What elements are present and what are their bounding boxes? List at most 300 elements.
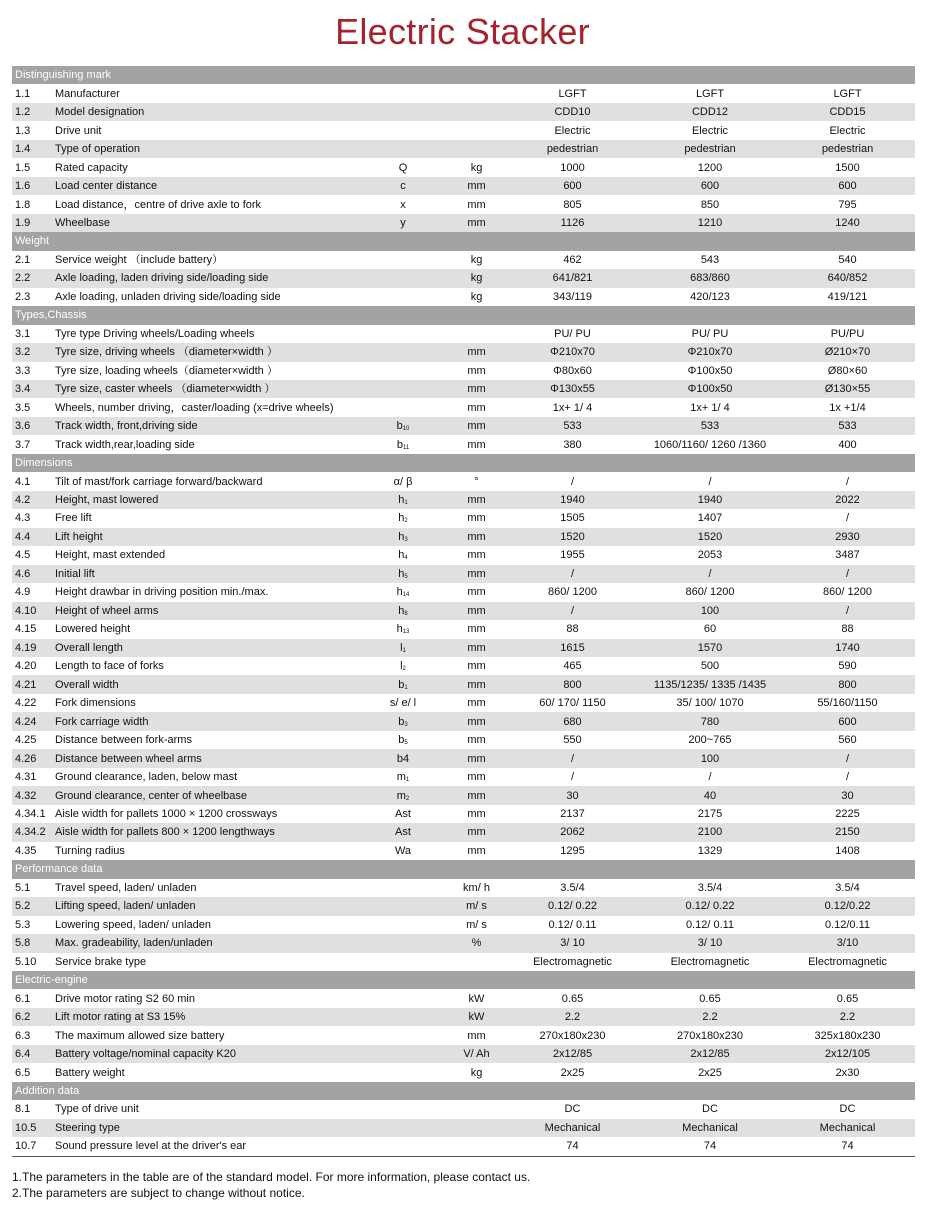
row-number: 6.1: [15, 992, 31, 1005]
unit: mm: [448, 749, 505, 767]
row-number: 6.5: [15, 1066, 31, 1079]
symbol: h: [398, 530, 405, 543]
symbol-cell: [358, 1008, 448, 1026]
unit: mm: [467, 1029, 486, 1042]
symbol: m: [396, 771, 406, 784]
parameter-label: Height, mast lowered: [53, 491, 358, 509]
section-title: Types,Chassis: [12, 306, 915, 324]
table-row: [12, 546, 915, 564]
parameter-label: Wheelbase: [53, 214, 358, 232]
parameter-label: Tyre size, caster wheels （diameter×width ）: [53, 380, 358, 398]
row-number: 10.7: [12, 1137, 53, 1156]
table-row: [12, 786, 915, 804]
table-row: [12, 934, 915, 952]
value-cdd15: 3/10: [780, 934, 915, 952]
parameter-label: Travel speed, laden/ unladen: [55, 881, 197, 894]
value-cdd10: 465: [563, 660, 582, 673]
parameter-label: Fork carriage width: [53, 712, 358, 730]
value-cdd12: 600: [640, 177, 780, 195]
parameter-label: Type of drive unit: [55, 1103, 139, 1116]
value-cdd12: Φ100x50: [640, 380, 780, 398]
parameter-label: Manufacturer: [55, 87, 120, 100]
symbol-cell: [358, 1026, 448, 1044]
value-cdd12: 0.12/ 0.22: [640, 897, 780, 915]
unit: kg: [470, 1066, 483, 1079]
symbol: h: [398, 549, 405, 562]
table-row: [12, 398, 915, 416]
value-cdd15: CDD15: [780, 103, 915, 121]
symbol-cell: [358, 1137, 448, 1156]
unit: mm: [467, 660, 486, 673]
value-cdd15: PU/PU: [830, 327, 865, 340]
table-row: [12, 362, 915, 380]
symbol-cell: [358, 546, 448, 564]
symbol-cell: [358, 491, 448, 509]
value-cdd10: PU/ PU: [554, 327, 591, 340]
parameter-label: Lifting speed, laden/ unladen: [53, 897, 358, 915]
value-cdd12: pedestrian: [640, 140, 780, 158]
table-row: [12, 639, 915, 657]
symbol-subscript: 13: [402, 629, 410, 636]
value-cdd15: DC: [839, 1103, 856, 1116]
row-number: 3.2: [12, 343, 53, 361]
parameter-label: Load distance，centre of drive axle to fork: [55, 198, 262, 211]
unit: mm: [467, 844, 486, 857]
symbol-cell: [358, 712, 448, 730]
row-number: 3.7: [15, 438, 31, 451]
value-cdd10: 270x180x230: [539, 1029, 606, 1042]
parameter-label: Load center distance: [53, 177, 358, 195]
value-cdd10: 462: [563, 253, 582, 266]
parameter-label: Initial lift: [53, 565, 358, 583]
section-title: Weight: [12, 232, 915, 250]
parameter-label: Lowered height: [55, 623, 131, 636]
value-cdd10: 0.65: [561, 992, 584, 1005]
symbol: l: [400, 641, 403, 654]
value-cdd10: 0.12/ 0.11: [548, 918, 597, 931]
table-row: [12, 1137, 915, 1156]
unit: kg: [470, 290, 483, 303]
table-row: [12, 288, 915, 306]
value-cdd15: 2x30: [835, 1066, 860, 1079]
symbol-cell: [358, 195, 448, 213]
value-cdd12: 683/860: [640, 269, 780, 287]
symbol-subscript: 1: [404, 500, 408, 507]
row-number: 5.3: [15, 918, 31, 931]
parameter-label: Fork dimensions: [55, 697, 136, 710]
unit: [448, 140, 505, 158]
symbol-cell: [358, 823, 448, 841]
value-cdd15: 795: [838, 198, 857, 211]
row-number: 4.21: [12, 675, 53, 693]
value-cdd15: Ø80×60: [827, 364, 868, 377]
symbol-cell: [358, 84, 448, 102]
value-cdd12: 3/ 10: [640, 934, 780, 952]
unit: kW: [468, 992, 485, 1005]
symbol-cell: [358, 251, 448, 269]
value-cdd15: 1500: [835, 161, 860, 174]
symbol-subscript: 2: [402, 666, 406, 673]
value-cdd10: /: [505, 565, 640, 583]
value-cdd15: 3487: [835, 549, 860, 562]
table-row: [12, 380, 915, 398]
symbol-subscript: 3: [404, 536, 408, 543]
parameter-label: Lift height: [53, 528, 358, 546]
symbol-cell: [358, 103, 448, 121]
value-cdd15: /: [780, 749, 915, 767]
symbol-cell: [358, 879, 448, 897]
value-cdd15: Electromagnetic: [808, 955, 887, 968]
symbol: h: [398, 494, 405, 507]
row-number: 3.5: [15, 401, 31, 414]
parameter-label: Steering type: [53, 1119, 358, 1137]
unit: [448, 1137, 505, 1156]
parameter-label: Battery weight: [55, 1066, 125, 1079]
symbol-cell: [358, 694, 448, 712]
row-number: 3.1: [15, 327, 31, 340]
symbol-cell: [358, 675, 448, 693]
unit: mm: [448, 491, 505, 509]
table-row: [12, 712, 915, 730]
table-row: [12, 491, 915, 509]
value-cdd12: 100: [640, 602, 780, 620]
value-cdd10: Φ130x55: [505, 380, 640, 398]
symbol-cell: [358, 897, 448, 915]
symbol-cell: [358, 934, 448, 952]
section-title: Dimensions: [12, 454, 915, 472]
parameter-label: Tilt of mast/fork carriage forward/backward: [55, 475, 263, 488]
unit: m/ s: [448, 897, 505, 915]
unit: mm: [467, 198, 486, 211]
section-header: [12, 306, 915, 324]
value-cdd12: 60: [703, 623, 717, 636]
symbol: x: [400, 198, 406, 211]
parameter-label: Axle loading, laden driving side/loading side: [53, 269, 358, 287]
table-row: [12, 1026, 915, 1044]
parameter-label: Ground clearance, laden, below mast: [55, 771, 238, 784]
value-cdd12: 850: [700, 198, 720, 211]
unit: mm: [467, 623, 486, 636]
value-cdd10: 805: [563, 198, 582, 211]
table-row: [12, 140, 915, 158]
row-number: 4.9: [15, 586, 31, 599]
parameter-label: Aisle width for pallets 1000 × 1200 crossways: [55, 807, 278, 820]
value-cdd15: /: [780, 602, 915, 620]
value-cdd12: 1407: [697, 512, 723, 525]
row-number: 10.5: [12, 1119, 53, 1137]
value-cdd10: 2x25: [560, 1066, 585, 1079]
unit: V/ Ah: [448, 1045, 505, 1063]
value-cdd12: 2053: [697, 549, 723, 562]
value-cdd12: CDD12: [640, 103, 780, 121]
symbol-subscript: 2: [405, 795, 410, 802]
unit: mm: [448, 214, 505, 232]
value-cdd10: 1615: [505, 639, 640, 657]
symbol-cell: [358, 1045, 448, 1063]
value-cdd12: 2175: [697, 807, 723, 820]
unit: [448, 325, 505, 343]
value-cdd15: 860/ 1200: [823, 586, 872, 599]
section-header: [12, 66, 915, 84]
row-number: 6.2: [12, 1008, 53, 1026]
value-cdd10: 2062: [505, 823, 640, 841]
value-cdd12: 1570: [640, 639, 780, 657]
row-number: 4.25: [15, 734, 37, 747]
value-cdd10: Φ80x60: [553, 364, 592, 377]
symbol-cell: [358, 620, 448, 638]
symbol-subscript: 4: [404, 555, 408, 562]
value-cdd10: 533: [505, 417, 640, 435]
value-cdd15: 3.5/4: [835, 881, 860, 894]
row-number: 4.31: [15, 771, 37, 784]
symbol-cell: [358, 842, 448, 860]
value-cdd15: 1408: [835, 844, 860, 857]
row-number: 4.10: [12, 602, 53, 620]
symbol-cell: [358, 362, 448, 380]
table-row: [12, 1119, 915, 1137]
unit: [448, 953, 505, 971]
row-number: 3.4: [12, 380, 53, 398]
value-cdd12: 0.65: [699, 992, 721, 1005]
value-cdd15: 30: [780, 786, 915, 804]
unit: mm: [467, 586, 486, 599]
value-cdd15: Mechanical: [780, 1119, 915, 1137]
table-row: [12, 84, 915, 102]
unit: mm: [448, 675, 505, 693]
value-cdd12: 100: [640, 749, 780, 767]
value-cdd12: Electromagnetic: [670, 955, 750, 968]
parameter-label: Ground clearance, center of wheelbase: [53, 786, 358, 804]
value-cdd12: 2x12/85: [640, 1045, 780, 1063]
unit: mm: [448, 528, 505, 546]
value-cdd12: Φ210x70: [640, 343, 780, 361]
value-cdd10: 1000: [560, 161, 585, 174]
value-cdd15: Electric: [829, 124, 866, 137]
symbol: m: [396, 789, 406, 802]
symbol-subscript: 11: [402, 444, 410, 451]
value-cdd10: Electric: [554, 124, 591, 137]
table-row: [12, 269, 915, 287]
parameter-label: Length to face of forks: [55, 660, 164, 673]
value-cdd10: 2x12/85: [505, 1045, 640, 1063]
parameter-label: Height of wheel arms: [53, 602, 358, 620]
value-cdd10: 680: [505, 712, 640, 730]
unit: %: [448, 934, 505, 952]
value-cdd10: Φ210x70: [505, 343, 640, 361]
row-number: 4.3: [15, 512, 31, 525]
symbol-cell: [358, 158, 448, 176]
value-cdd15: 55/160/1150: [817, 697, 878, 710]
value-cdd15: 2x12/105: [780, 1045, 915, 1063]
table-row: [12, 214, 915, 232]
value-cdd10: 1940: [505, 491, 640, 509]
table-row: [12, 435, 915, 453]
table-row: [12, 565, 915, 583]
value-cdd12: 270x180x230: [676, 1029, 744, 1042]
symbol-cell: [358, 989, 448, 1007]
footnotes: [12, 1170, 530, 1201]
table-row: [12, 583, 915, 601]
row-number: 1.6: [12, 177, 53, 195]
value-cdd15: 600: [780, 712, 915, 730]
parameter-label: Wheels, number driving，caster/loading (x=drive wheels): [55, 401, 334, 414]
value-cdd15: 640/852: [780, 269, 915, 287]
symbol-cell: [358, 435, 448, 453]
value-cdd10: 88: [566, 623, 579, 636]
value-cdd15: 1740: [780, 639, 915, 657]
symbol: l: [400, 660, 403, 673]
value-cdd10: 600: [505, 177, 640, 195]
value-cdd12: 1x+ 1/ 4: [690, 401, 730, 414]
symbol-cell: [358, 417, 448, 435]
value-cdd12: PU/ PU: [691, 327, 729, 340]
symbol: b: [396, 438, 403, 451]
value-cdd10: Mechanical: [505, 1119, 640, 1137]
value-cdd15: 2150: [780, 823, 915, 841]
table-row: [12, 417, 915, 435]
parameter-label: Battery voltage/nominal capacity K20: [53, 1045, 358, 1063]
symbol-cell: [358, 657, 448, 675]
row-number: 4.34.1: [15, 807, 46, 820]
symbol-subscript: 5: [404, 573, 408, 580]
value-cdd12: 200~765: [688, 734, 732, 747]
value-cdd12: 2x25: [698, 1066, 722, 1079]
symbol: h: [398, 604, 405, 617]
table-row: [12, 121, 915, 139]
row-number: 4.35: [15, 844, 37, 857]
value-cdd12: /: [708, 771, 712, 784]
value-cdd12: 2100: [640, 823, 780, 841]
value-cdd10: 2.2: [505, 1008, 640, 1026]
value-cdd10: 1520: [505, 528, 640, 546]
value-cdd15: 0.12/0.22: [780, 897, 915, 915]
unit: mm: [467, 771, 486, 784]
value-cdd12: /: [640, 565, 780, 583]
value-cdd15: 540: [838, 253, 857, 266]
value-cdd10: CDD10: [505, 103, 640, 121]
unit: mm: [448, 712, 505, 730]
symbol: Q: [398, 161, 408, 174]
symbol-cell: [358, 528, 448, 546]
parameter-label: Lowering speed, laden/ unladen: [55, 918, 211, 931]
table-row: [12, 325, 915, 343]
parameter-label: Rated capacity: [55, 161, 128, 174]
unit: mm: [448, 602, 505, 620]
section-title: Performance data: [12, 860, 915, 878]
symbol-cell: [358, 1063, 448, 1081]
value-cdd10: 641/821: [505, 269, 640, 287]
unit: mm: [448, 565, 505, 583]
value-cdd15: 419/121: [827, 290, 868, 303]
value-cdd12: Electric: [691, 124, 729, 137]
symbol: b: [398, 715, 405, 728]
value-cdd12: /: [708, 475, 712, 488]
unit: mm: [448, 380, 505, 398]
value-cdd15: 400: [838, 438, 857, 451]
symbol: h: [398, 567, 405, 580]
table-row: [12, 1045, 915, 1063]
unit: [448, 103, 505, 121]
unit: m/ s: [466, 918, 487, 931]
table-row: [12, 879, 915, 897]
value-cdd15: 2930: [780, 528, 915, 546]
symbol: α/ β: [393, 475, 413, 488]
row-number: 5.2: [12, 897, 53, 915]
value-cdd12: Mechanical: [640, 1119, 780, 1137]
section-title: Electric-engine: [12, 971, 915, 989]
symbol: b4: [396, 752, 410, 765]
symbol: b: [398, 678, 405, 691]
row-number: 4.4: [12, 528, 53, 546]
table-row: [12, 1100, 915, 1118]
symbol: Ast: [395, 826, 411, 839]
value-cdd10: LGFT: [558, 87, 587, 100]
value-cdd12: 1210: [640, 214, 780, 232]
symbol-cell: [358, 177, 448, 195]
parameter-label: Height, mast extended: [55, 549, 166, 562]
parameter-label: Service weight （include battery）: [55, 253, 224, 266]
row-number: 4.19: [12, 639, 53, 657]
row-number: 1.8: [15, 198, 31, 211]
row-number: 5.8: [12, 934, 53, 952]
parameter-label: Tyre size, loading wheels（diameter×width ）: [55, 364, 278, 377]
value-cdd10: DC: [564, 1103, 581, 1116]
parameter-label: Distance between wheel arms: [53, 749, 358, 767]
value-cdd10: 3.5/4: [560, 881, 585, 894]
table-row: [12, 343, 915, 361]
value-cdd12: 1940: [640, 491, 780, 509]
section-header: [12, 860, 915, 878]
row-number: 3.6: [12, 417, 53, 435]
row-number: 4.6: [12, 565, 53, 583]
table-row: [12, 472, 915, 490]
table-row: [12, 509, 915, 527]
table-row: [12, 177, 915, 195]
parameter-label: Aisle width for pallets 800 × 1200 lengthways: [53, 823, 358, 841]
row-number: 6.4: [12, 1045, 53, 1063]
row-number: 3.3: [15, 364, 31, 377]
value-cdd15: 88: [841, 623, 854, 636]
value-cdd10: 1295: [560, 844, 585, 857]
row-number: 1.4: [12, 140, 53, 158]
unit: °: [474, 475, 479, 488]
symbol: b: [398, 734, 405, 747]
symbol-cell: [358, 140, 448, 158]
value-cdd15: Ø130×55: [780, 380, 915, 398]
value-cdd12: 860/ 1200: [685, 586, 735, 599]
parameter-label: Turning radius: [55, 844, 125, 857]
table-row: [12, 749, 915, 767]
unit: mm: [467, 807, 486, 820]
symbol: c: [400, 180, 406, 193]
table-row: [12, 731, 915, 749]
table-row: [12, 251, 915, 269]
row-number: 4.2: [12, 491, 53, 509]
value-cdd10: 550: [563, 734, 582, 747]
value-cdd12: 35/ 100/ 1070: [676, 697, 744, 710]
table-row: [12, 103, 915, 121]
symbol-cell: [358, 472, 448, 490]
value-cdd12: 74: [640, 1137, 780, 1156]
symbol-subscript: 10: [402, 426, 410, 433]
value-cdd12: Φ100x50: [687, 364, 733, 377]
symbol-subscript: 1: [402, 647, 406, 654]
footnote: 1.The parameters in the table are of the standard model. For more information, please contact us.: [12, 1170, 531, 1184]
value-cdd10: 800: [505, 675, 640, 693]
value-cdd12: 780: [640, 712, 780, 730]
table-row: [12, 823, 915, 841]
value-cdd10: /: [505, 749, 640, 767]
